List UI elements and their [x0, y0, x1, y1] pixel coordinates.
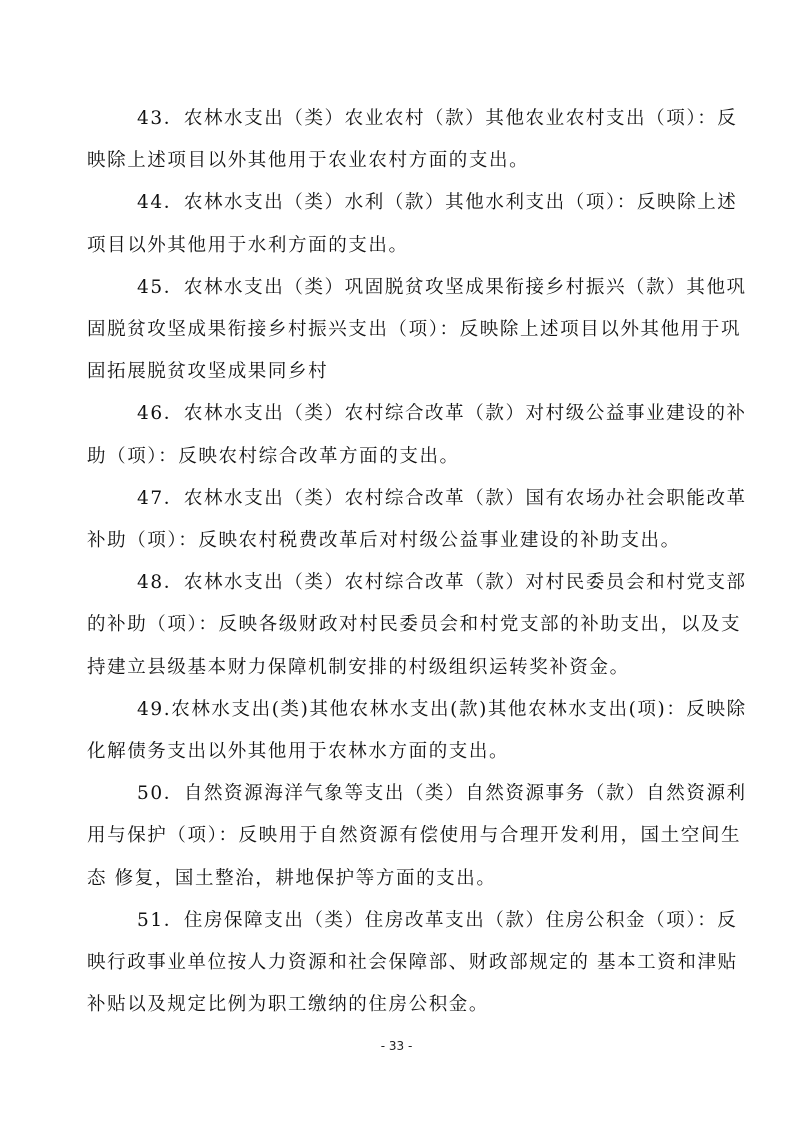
paragraph-48: 48．农林水支出（类）农村综合改革（款）对村民委员会和村党支部的补助（项）：反映各级财政对村民委员会和村党支部的补助支出，以及支持建立县级基本财力保障机制安排的村级组织运转奖补资金。 [87, 572, 747, 678]
paragraph-47: 47．农林水支出（类）农村综合改革（款）国有农场办社会职能改革补助（项）：反映农村税费改革后对村级公益事业建设的补助支出。 [87, 487, 747, 552]
paragraph-49: 49.农林水支出(类)其他农林水支出(款)其他农林水支出(项)：反映除化解债务支出以外其他用于农林水方面的支出。 [87, 698, 747, 763]
paragraph-45: 45．农林水支出（类）巩固脱贫攻坚成果衔接乡村振兴（款）其他巩固脱贫攻坚成果衔接乡村振兴支出（项）：反映除上述项目以外其他用于巩固拓展脱贫攻坚成果同乡村 [87, 276, 747, 383]
paragraph-50: 50．自然资源海洋气象等支出（类）自然资源事务（款）自然资源利用与保护（项）：反映用于自然资源有偿使用与合理开发利用，国土空间生态 修复，国土整治，耕地保护等方面的支出。 [87, 783, 747, 889]
paragraph-44: 44．农林水支出（类）水利（款）其他水利支出（项）：反映除上述项目以外其他用于水利方面的支出。 [87, 192, 738, 256]
paragraph-43: 43．农林水支出（类）农业农村（款）其他农业农村支出（项）：反映除上述项目以外其他用于农业农村方面的支出。 [87, 108, 738, 172]
page-number: - 33 - [380, 1039, 413, 1053]
paragraph-46: 46．农林水支出（类）农村综合改革（款）对村级公益事业建设的补助（项）：反映农村综合改革方面的支出。 [87, 403, 747, 467]
body-text [87, 98, 747, 1026]
paragraph-51: 51．住房保障支出（类）住房改革支出（款）住房公积金（项）：反映行政事业单位按人力资源和社会保障部、财政部规定的 基本工资和津贴补贴以及规定比例为职工缴纳的住房公积金。 [87, 909, 738, 1016]
